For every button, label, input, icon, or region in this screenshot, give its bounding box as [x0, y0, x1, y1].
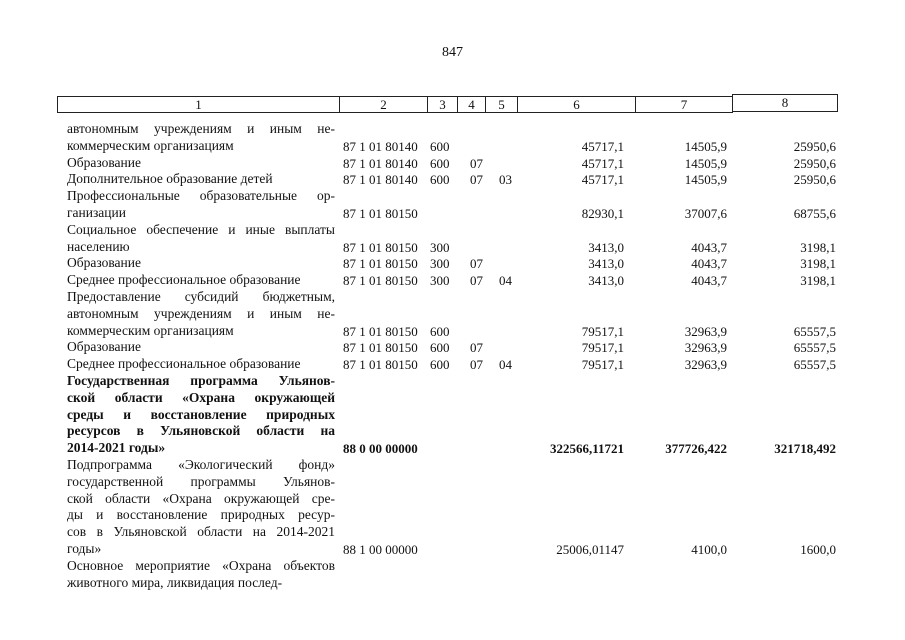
cell-csr: 87 1 01 80150	[343, 205, 418, 221]
row-name-line: Социальное обеспечение и иные выплаты	[67, 221, 335, 237]
cell-rz: 07	[470, 273, 483, 289]
header-col-2: 2	[339, 96, 428, 113]
cell-v8: 25950,6	[793, 138, 836, 154]
cell-v8: 25950,6	[793, 155, 836, 171]
cell-v8: 3198,1	[800, 256, 836, 272]
cell-csr: 87 1 01 80150	[343, 273, 418, 289]
cell-v8: 65557,5	[793, 323, 836, 339]
page-number: 847	[442, 45, 463, 60]
cell-vr: 600	[430, 172, 450, 188]
cell-v6: 79517,1	[581, 357, 624, 373]
cell-v7: 377726,422	[665, 441, 727, 457]
row-name	[67, 155, 335, 172]
cell-vr: 600	[430, 155, 450, 171]
cell-v8: 68755,6	[793, 205, 836, 221]
cell-vr: 300	[430, 256, 450, 272]
cell-csr: 88 1 00 00000	[343, 542, 418, 557]
cell-v6: 25006,01147	[556, 542, 624, 557]
cell-rz: 07	[470, 340, 483, 356]
table-row	[0, 121, 905, 155]
row-name-line: Основное мероприятие «Охрана объектов	[67, 557, 335, 573]
cell-v6: 45717,1	[581, 155, 624, 171]
row-name	[67, 558, 335, 592]
row-name	[67, 373, 335, 457]
row-name-line: Дополнительное образование детей	[67, 171, 273, 187]
table-row	[0, 457, 905, 558]
table-row	[0, 222, 905, 256]
row-name-line: Среднее профессиональное образование	[67, 356, 301, 372]
row-name	[67, 272, 335, 289]
cell-v7: 14505,9	[684, 172, 727, 188]
row-name	[67, 188, 335, 222]
cell-v8: 1600,0	[800, 542, 836, 557]
cell-v7: 32963,9	[684, 340, 727, 356]
cell-v7: 37007,6	[684, 205, 727, 221]
row-name-line: среды и восстановление природных	[67, 406, 335, 422]
cell-v7: 14505,9	[684, 155, 727, 171]
cell-v6: 79517,1	[581, 340, 624, 356]
row-name-line: Предоставление субсидий бюджетным,	[67, 289, 335, 304]
cell-v6: 3413,0	[588, 239, 624, 255]
cell-v8: 25950,6	[793, 172, 836, 188]
row-name-line: населению	[67, 238, 130, 254]
cell-csr: 87 1 01 80140	[343, 172, 418, 188]
cell-v7: 4043,7	[691, 239, 727, 255]
row-name-line: ганизации	[67, 204, 126, 220]
header-col-5: 5	[485, 96, 518, 113]
row-name-line: ресурсов в Ульяновской области на	[67, 423, 335, 439]
cell-v7: 4043,7	[691, 273, 727, 289]
cell-rz: 07	[470, 155, 483, 171]
cell-v6: 82930,1	[581, 205, 624, 221]
row-name-line: Образование	[67, 339, 141, 355]
cell-v8: 65557,5	[793, 357, 836, 373]
table-row	[0, 558, 905, 592]
header-col-7: 7	[635, 96, 733, 113]
cell-vr: 600	[430, 323, 450, 339]
cell-v7: 4043,7	[691, 256, 727, 272]
header-col-3: 3	[427, 96, 458, 113]
row-name-line: государственной программы Ульянов-	[67, 473, 335, 489]
cell-pr: 04	[499, 357, 512, 373]
row-name-line: Образование	[67, 154, 141, 170]
row-name-line: Образование	[67, 255, 141, 271]
row-name-line: автономным учреждениям и иным не-	[67, 305, 335, 321]
cell-vr: 600	[430, 340, 450, 356]
row-name-line: Подпрограмма «Экологический фонд»	[67, 457, 335, 472]
cell-v8: 321718,492	[774, 441, 836, 457]
table-row	[0, 188, 905, 222]
cell-v7: 4100,0	[691, 542, 727, 557]
table-row	[0, 373, 905, 457]
header-col-8: 8	[732, 94, 838, 112]
cell-pr: 04	[499, 273, 512, 289]
cell-rz: 07	[470, 256, 483, 272]
table-header	[57, 96, 838, 115]
row-name-line: Среднее профессиональное образование	[67, 272, 301, 288]
row-name	[67, 289, 335, 339]
row-name	[67, 356, 335, 373]
cell-csr: 87 1 01 80140	[343, 155, 418, 171]
cell-csr: 87 1 01 80150	[343, 357, 418, 373]
row-name	[67, 457, 335, 558]
table-row	[0, 356, 905, 373]
cell-v8: 65557,5	[793, 340, 836, 356]
row-name-line: ской области «Охрана окружающей сре-	[67, 490, 335, 506]
row-name	[67, 339, 335, 356]
cell-v8: 3198,1	[800, 239, 836, 255]
row-name-line: коммерческим организациям	[67, 322, 234, 338]
cell-v6: 45717,1	[581, 138, 624, 154]
row-name	[67, 171, 335, 188]
cell-v6: 3413,0	[588, 273, 624, 289]
row-name-line: ды и восстановление природных ресур-	[67, 507, 335, 523]
row-name-line: Профессиональные образовательные ор-	[67, 188, 335, 204]
cell-v7: 32963,9	[684, 357, 727, 373]
cell-v7: 14505,9	[684, 138, 727, 154]
header-col-1: 1	[57, 96, 340, 113]
row-name-line: Государственная программа Ульянов-	[67, 373, 335, 388]
row-name-line: годы»	[67, 540, 102, 556]
table-row	[0, 339, 905, 356]
cell-vr: 600	[430, 357, 450, 373]
row-name-line: 2014-2021 годы»	[67, 440, 166, 456]
cell-vr: 300	[430, 273, 450, 289]
table-row	[0, 155, 905, 172]
row-name	[67, 255, 335, 272]
cell-vr: 600	[430, 138, 450, 154]
cell-v6: 79517,1	[581, 323, 624, 339]
header-col-6: 6	[517, 96, 636, 113]
row-name-line: коммерческим организациям	[67, 137, 234, 153]
cell-v7: 32963,9	[684, 323, 727, 339]
row-name-line: сов в Ульяновской области на 2014-2021	[67, 524, 335, 540]
cell-csr: 87 1 01 80150	[343, 239, 418, 255]
cell-v6: 322566,11721	[549, 441, 624, 457]
cell-csr: 88 0 00 00000	[343, 441, 418, 457]
table-row	[0, 272, 905, 289]
cell-rz: 07	[470, 357, 483, 373]
table-row	[0, 171, 905, 188]
table-row	[0, 289, 905, 339]
row-name	[67, 121, 335, 155]
table-row	[0, 255, 905, 272]
cell-csr: 87 1 01 80150	[343, 323, 418, 339]
cell-vr: 300	[430, 239, 450, 255]
cell-v6: 45717,1	[581, 172, 624, 188]
cell-v8: 3198,1	[800, 273, 836, 289]
header-col-4: 4	[457, 96, 486, 113]
row-name-line: ской области «Охрана окружающей	[67, 389, 335, 405]
cell-v6: 3413,0	[588, 256, 624, 272]
row-name-line: автономным учреждениям и иным не-	[67, 121, 335, 136]
row-name	[67, 222, 335, 256]
cell-csr: 87 1 01 80150	[343, 256, 418, 272]
cell-csr: 87 1 01 80150	[343, 340, 418, 356]
cell-rz: 07	[470, 172, 483, 188]
cell-pr: 03	[499, 172, 512, 188]
cell-csr: 87 1 01 80140	[343, 138, 418, 154]
row-name-line: животного мира, ликвидация послед-	[67, 574, 283, 590]
